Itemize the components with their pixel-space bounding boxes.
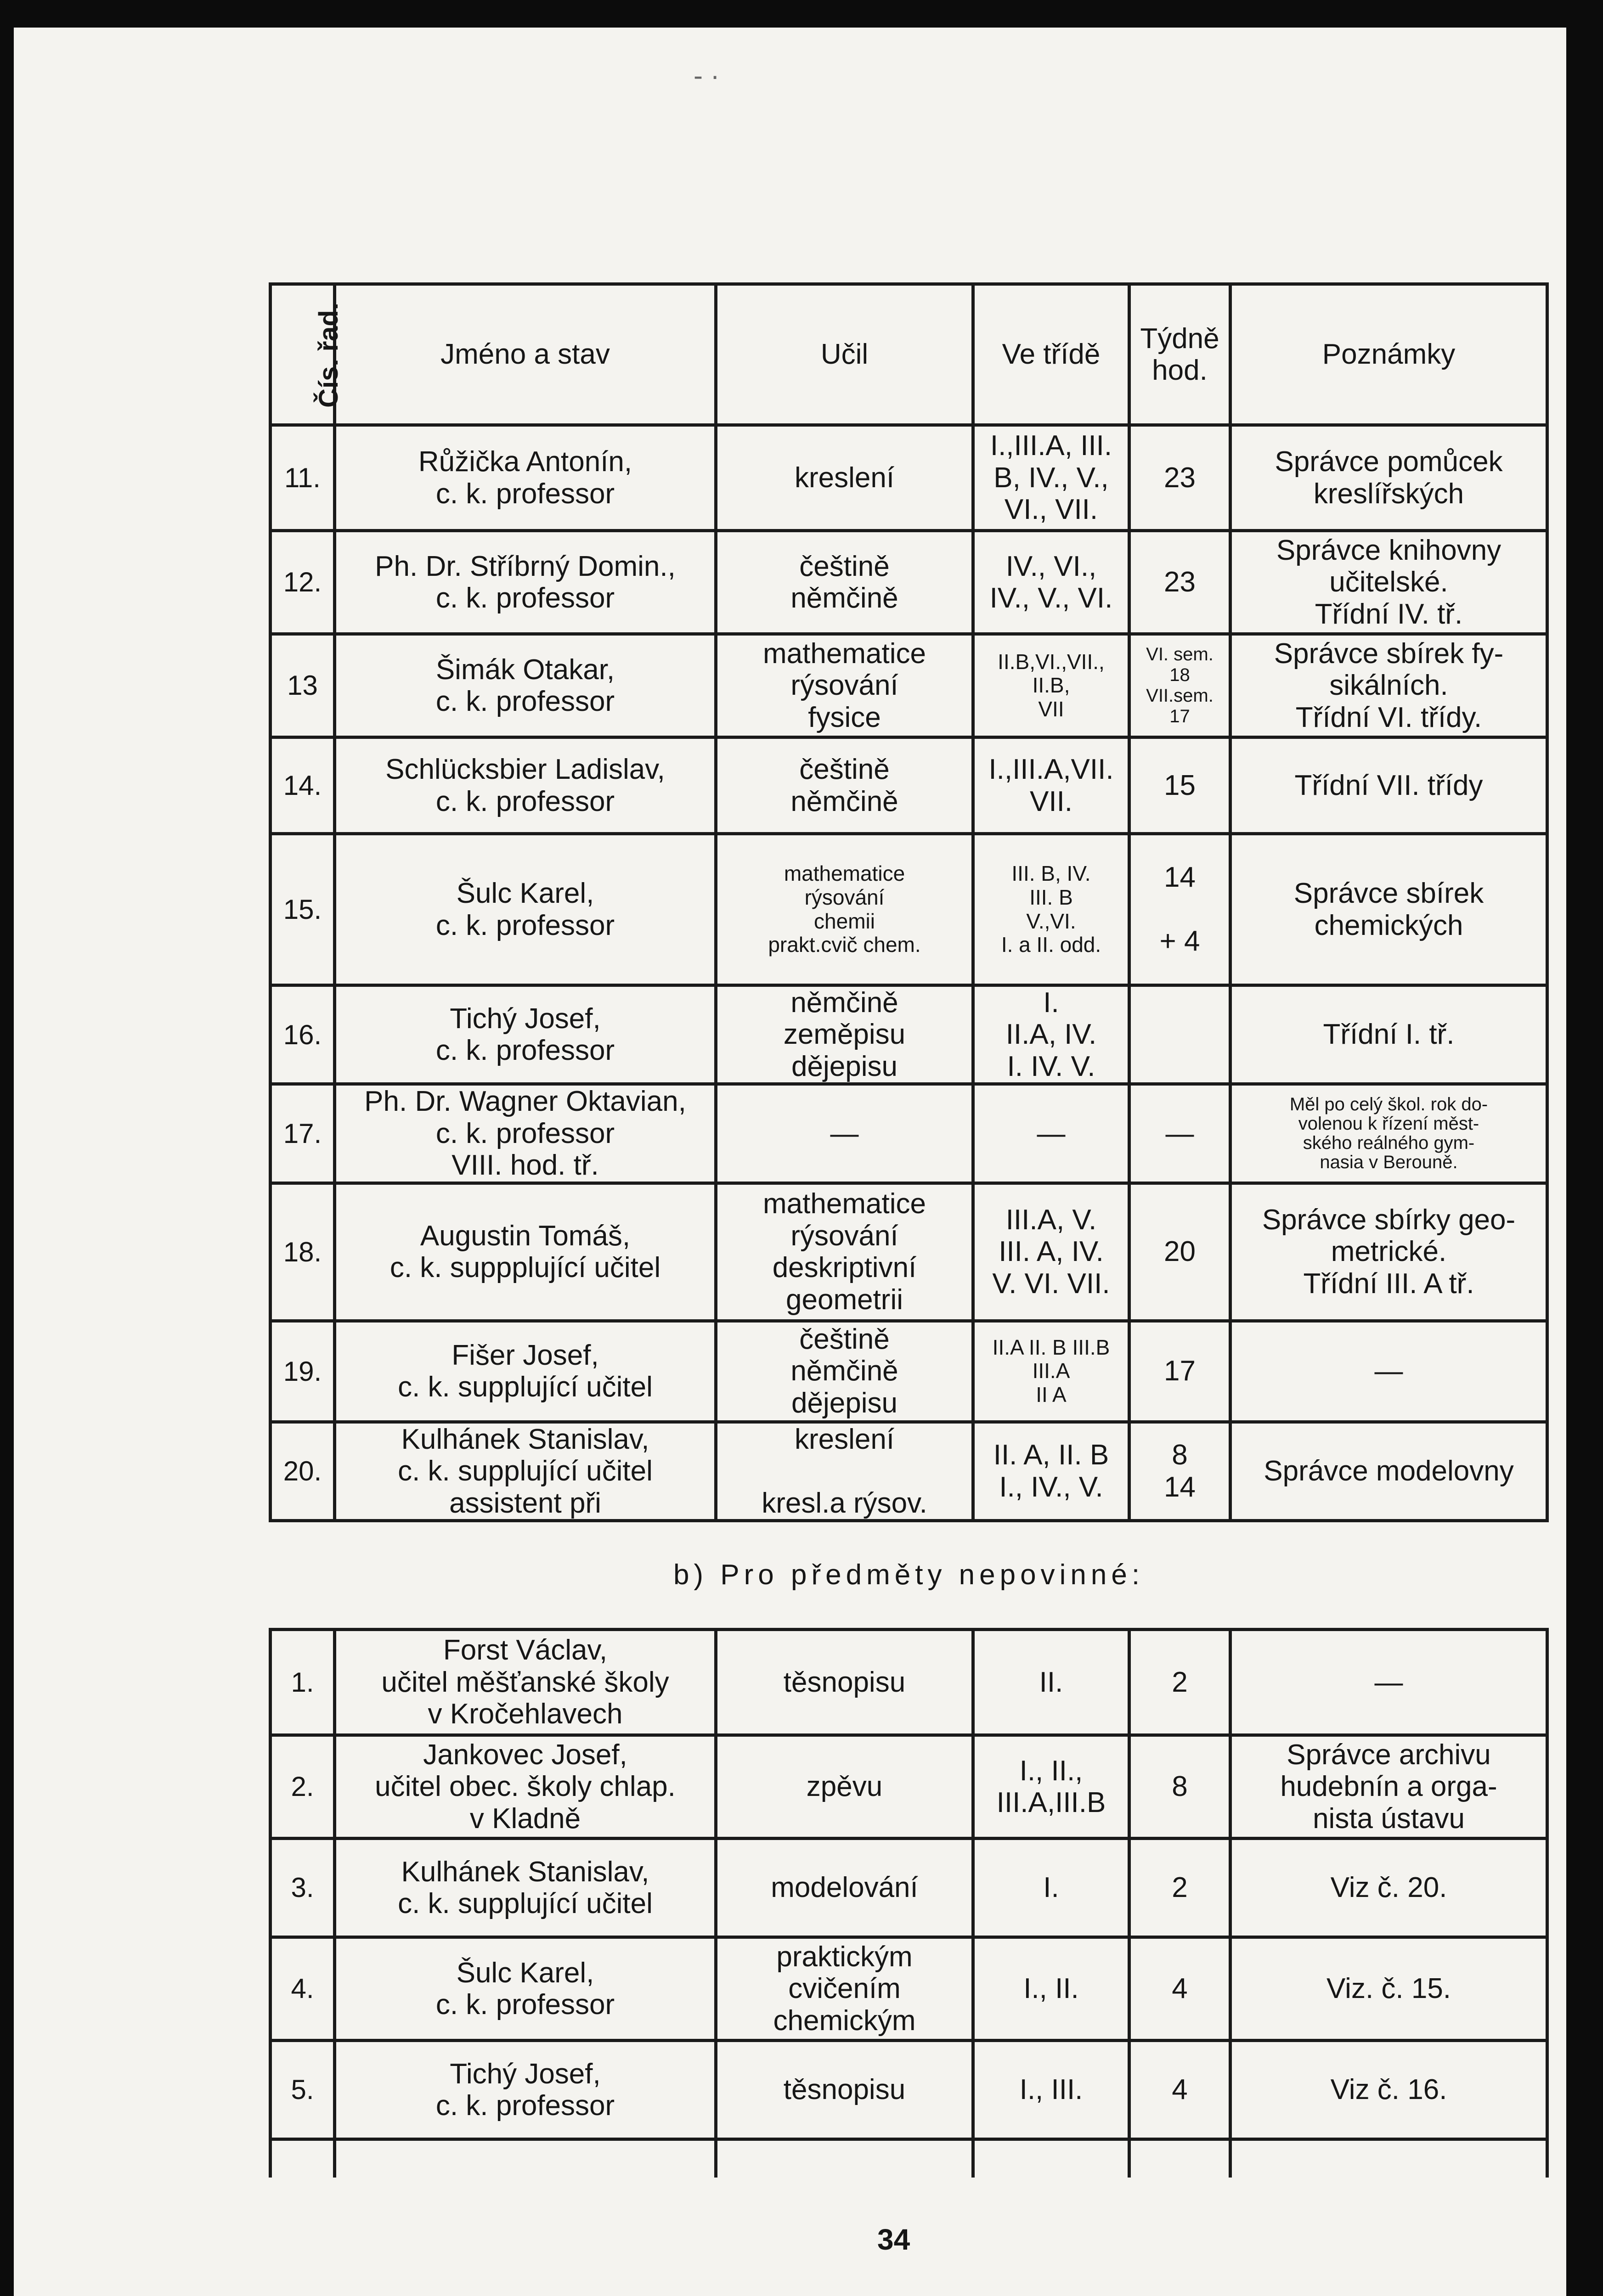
name-line: c. k. professor [435, 2089, 615, 2122]
table-row [271, 634, 1547, 737]
class-line: V.,VI. [1026, 909, 1076, 933]
cell-subject [716, 834, 973, 985]
class-line: III.A, V. [1005, 1204, 1097, 1236]
hours-line: 23 [1164, 566, 1196, 598]
name-line: Kulhánek Stanislav, [401, 1423, 649, 1455]
cell-hours [1129, 1838, 1230, 1937]
hours-line: 14 [1164, 1471, 1196, 1503]
cell-class [973, 1838, 1129, 1937]
hours-line [1135, 894, 1224, 925]
subject-line: němčině [790, 987, 898, 1019]
class-line: III. B [1029, 885, 1073, 909]
name-line: Schlücksbier Ladislav, [385, 754, 665, 786]
hours-line: — [1165, 1117, 1194, 1149]
subject-line: mathematice [784, 861, 905, 886]
notes-line: Měl po celý škol. rok do- [1289, 1094, 1488, 1115]
cell-class [973, 1629, 1129, 1735]
name-line: Kulhánek Stanislav, [401, 1856, 649, 1888]
document-page [14, 28, 1566, 2296]
name-line: c. k. suppplující učitel [389, 1252, 661, 1284]
header-class: Ve třídě [973, 284, 1129, 425]
hours-line: 4 [1172, 2074, 1188, 2106]
cell-class [973, 737, 1129, 834]
name-line: Šimák Otakar, [435, 653, 615, 686]
subject-line: — [830, 1117, 859, 1149]
row-number: 16. [271, 985, 335, 1084]
cell-subject [716, 2040, 973, 2139]
subject-line: rýsování [790, 670, 898, 702]
table-row [271, 1183, 1547, 1321]
rows-section-b [271, 1629, 1547, 2139]
table-row [271, 1422, 1547, 1520]
name-line: c. k. professor [435, 785, 615, 817]
cell-notes [1230, 1937, 1547, 2040]
cell-name [335, 1321, 716, 1422]
notes-line: kreslířských [1313, 478, 1464, 510]
notes-line: nista ústavu [1313, 1802, 1465, 1835]
notes-line: nasia v Berouně. [1320, 1152, 1458, 1173]
class-line: I. IV. V. [1007, 1050, 1095, 1082]
table-row [271, 737, 1547, 834]
cell-subject [716, 737, 973, 834]
cell-subject [716, 1937, 973, 2040]
table-row [271, 1937, 1547, 2040]
class-line: IV., V., VI. [989, 582, 1113, 614]
cell-name [335, 1183, 716, 1321]
cell-notes [1230, 737, 1547, 834]
row-number: 20. [271, 1422, 335, 1520]
table-header [271, 284, 1547, 425]
row-number: 18. [271, 1183, 335, 1321]
subject-line: češtině [799, 754, 890, 786]
notes-line: chemických [1314, 909, 1463, 941]
row-number: 12. [271, 531, 335, 634]
name-line: c. k. professor [435, 1035, 615, 1067]
name-line: v Kladně [469, 1802, 581, 1835]
hours-line [1135, 1019, 1224, 1050]
notes-line: — [1374, 1666, 1403, 1698]
hours-line: VI. sem. [1146, 644, 1214, 665]
cell-hours [1129, 1084, 1230, 1183]
cell-name [335, 1735, 716, 1838]
class-line: B, IV., V., [993, 461, 1109, 494]
subject-line: těsnopisu [783, 2074, 906, 2106]
table-row [271, 1735, 1547, 1838]
cell-name [335, 1838, 716, 1937]
notes-line: Správce sbírky geo- [1262, 1204, 1516, 1236]
cell-notes [1230, 834, 1547, 985]
name-line: učitel obec. školy chlap. [375, 1771, 676, 1803]
header-name: Jméno a stav [335, 284, 716, 425]
cell-hours [1129, 2040, 1230, 2139]
cell-class [973, 834, 1129, 985]
class-line: I., III. [1019, 2074, 1083, 2106]
hours-line: 17 [1169, 706, 1190, 726]
hours-line: 14 [1164, 861, 1196, 894]
cell-subject [716, 1183, 973, 1321]
cell-hours [1129, 1735, 1230, 1838]
notes-line: Třídní VI. třídy. [1295, 701, 1482, 733]
notes-line: metrické. [1331, 1236, 1447, 1268]
subject-line: praktickým [776, 1941, 913, 1973]
subject-line: kresl.a rýsov. [762, 1487, 927, 1519]
cell-class [973, 634, 1129, 737]
cell-hours [1129, 1321, 1230, 1422]
class-line: I., II., [1019, 1755, 1083, 1787]
cell-notes [1230, 1321, 1547, 1422]
row-number: 3. [271, 1838, 335, 1937]
notes-line: Viz č. 20. [1330, 1872, 1447, 1904]
cell-name [335, 985, 716, 1084]
class-line: VI., VII. [1004, 494, 1098, 526]
cell-hours [1129, 531, 1230, 634]
name-line: Augustin Tomáš, [420, 1220, 631, 1252]
name-line: Forst Václav, [443, 1634, 608, 1666]
cell-class [973, 1422, 1129, 1520]
cell-class [973, 1937, 1129, 2040]
subject-line: prakt.cvič chem. [768, 933, 921, 957]
cell-subject [716, 425, 973, 531]
cell-name [335, 634, 716, 737]
notes-line: Třídní IV. tř. [1315, 598, 1463, 630]
name-line: assistent při [449, 1487, 601, 1519]
notes-line: Správce knihovny [1276, 534, 1501, 566]
name-line: c. k. professor [435, 686, 615, 717]
class-line: II. A, II. B [993, 1439, 1109, 1471]
cell-subject [716, 1629, 973, 1735]
header-num: Čís. řad. [271, 284, 335, 425]
class-line: III. A, IV. [999, 1236, 1104, 1268]
cell-subject [716, 634, 973, 737]
subject-line: rýsování [804, 885, 885, 909]
cell-notes [1230, 1629, 1547, 1735]
notes-line: volenou k řízení měst- [1298, 1114, 1479, 1134]
table-row [271, 1629, 1547, 1735]
notes-line: — [1374, 1355, 1403, 1387]
name-line: v Kročehlavech [428, 1698, 623, 1730]
hours-line: 2 [1172, 1666, 1188, 1698]
table-row [271, 1084, 1547, 1183]
class-line: I., II. [1023, 1973, 1079, 2005]
row-number: 15. [271, 834, 335, 985]
subject-line: zpěvu [806, 1771, 883, 1803]
notes-line: sikálních. [1329, 670, 1448, 702]
hours-line: 8 [1172, 1439, 1188, 1471]
hours-line: + 4 [1159, 925, 1200, 957]
rows-section-a [271, 425, 1547, 1521]
cell-hours [1129, 1629, 1230, 1735]
name-line: Ph. Dr. Stříbrný Domin., [375, 550, 676, 582]
class-line: VII [1038, 697, 1064, 721]
hours-line: 4 [1172, 1973, 1188, 2005]
row-number: 14. [271, 737, 335, 834]
cell-subject [716, 1422, 973, 1520]
name-line: c. k. supplující učitel [398, 1371, 653, 1403]
notes-line: Správce pomůcek [1275, 446, 1503, 478]
subject-line: češtině [799, 550, 890, 582]
notes-line: Třídní VII. třídy [1294, 769, 1483, 801]
name-line: Fišer Josef, [452, 1339, 599, 1371]
class-line: — [1037, 1117, 1066, 1149]
subject-line: chemickým [773, 2004, 916, 2037]
notes-line: učitelské. [1329, 566, 1448, 598]
class-line: IV., VI., [1005, 550, 1097, 582]
cell-hours [1129, 985, 1230, 1084]
class-line: II.B, [1032, 673, 1070, 698]
name-line: c. k. supplující učitel [398, 1887, 653, 1919]
subject-line: němčině [790, 785, 898, 817]
row-number: 17. [271, 1084, 335, 1183]
cell-class [973, 425, 1129, 531]
row-number: 4. [271, 1937, 335, 2040]
notes-line: Třídní I. tř. [1323, 1019, 1455, 1051]
table-row [271, 985, 1547, 1084]
cell-name [335, 531, 716, 634]
class-line: II. [1039, 1666, 1063, 1698]
subject-line: rýsování [790, 1220, 898, 1252]
row-number: 19. [271, 1321, 335, 1422]
table-row [271, 425, 1547, 531]
name-line: c. k. supplující učitel [398, 1455, 653, 1487]
hours-line: 20 [1164, 1236, 1196, 1268]
cell-name [335, 834, 716, 985]
cell-notes [1230, 1183, 1547, 1321]
cell-subject [716, 531, 973, 634]
hours-line: 15 [1164, 769, 1196, 801]
name-line: c. k. professor [435, 478, 615, 510]
row-number: 5. [271, 2040, 335, 2139]
name-line: Tichý Josef, [450, 1002, 601, 1035]
cell-hours [1129, 425, 1230, 531]
subject-line: dějepisu [791, 1387, 897, 1419]
name-line: c. k. professor [435, 909, 615, 941]
name-line: c. k. professor [435, 582, 615, 614]
name-line: Šulc Karel, [456, 1957, 594, 1989]
section-b-title [271, 1520, 1547, 1629]
header-subject: Učil [716, 284, 973, 425]
cell-name [335, 2040, 716, 2139]
subject-line: fysice [808, 701, 881, 733]
subject-line: mathematice [763, 637, 926, 670]
cell-name [335, 1084, 716, 1183]
cell-subject [716, 1838, 973, 1937]
table-row [271, 1838, 1547, 1937]
cell-class [973, 2040, 1129, 2139]
class-line: I. [1043, 987, 1059, 1019]
cell-name [335, 425, 716, 531]
row-number: 13 [271, 634, 335, 737]
cell-name [335, 737, 716, 834]
table-bottom [271, 2139, 1547, 2178]
name-line: Tichý Josef, [450, 2058, 601, 2090]
name-line: učitel měšťanské školy [381, 1666, 669, 1698]
subject-line: kreslení [794, 461, 895, 494]
section-title: b) Pro předměty nepovinné: [271, 1520, 1547, 1629]
row-number: 11. [271, 425, 335, 531]
class-line: I.,III.A,VII. [988, 754, 1114, 786]
class-line: I., IV., V. [999, 1471, 1103, 1503]
page-number: 34 [877, 2223, 910, 2256]
class-line: II.A, IV. [1005, 1019, 1097, 1051]
cell-notes [1230, 425, 1547, 531]
class-line: I.,III.A, III. [990, 430, 1112, 462]
notes-line: Třídní III. A tř. [1303, 1267, 1474, 1300]
cell-notes [1230, 634, 1547, 737]
subject-line: těsnopisu [783, 1666, 906, 1698]
table-row [271, 2040, 1547, 2139]
cell-hours [1129, 737, 1230, 834]
class-line: III. B, IV. [1011, 861, 1091, 886]
cell-hours [1129, 634, 1230, 737]
cell-notes [1230, 1084, 1547, 1183]
subject-line: cvičením [788, 1973, 901, 2005]
class-line: II A [1036, 1382, 1067, 1407]
cell-subject [716, 1321, 973, 1422]
scan-mark: - · [694, 60, 720, 91]
teachers-table [269, 282, 1549, 2178]
subject-line: modelování [771, 1872, 918, 1904]
subject-line: němčině [790, 582, 898, 614]
class-line: II.A II. B III.B [992, 1335, 1110, 1359]
class-line: V. VI. VII. [992, 1267, 1110, 1300]
notes-line: Správce sbírek [1293, 878, 1484, 910]
cell-subject [716, 1084, 973, 1183]
cell-notes [1230, 2040, 1547, 2139]
table-row [271, 834, 1547, 985]
cell-notes [1230, 531, 1547, 634]
header-notes: Poznámky [1230, 284, 1547, 425]
row-number: 2. [271, 1735, 335, 1838]
cell-notes [1230, 1735, 1547, 1838]
cell-class [973, 531, 1129, 634]
notes-line: Viz. č. 15. [1326, 1973, 1451, 2005]
header-hours: Týdně hod. [1129, 284, 1230, 425]
subject-line [722, 1455, 967, 1487]
cell-class [973, 985, 1129, 1084]
name-line: VIII. hod. tř. [452, 1149, 599, 1182]
subject-line: češtině [799, 1323, 890, 1355]
cell-subject [716, 985, 973, 1084]
class-line: III.A,III.B [996, 1786, 1106, 1818]
class-line: I. [1043, 1872, 1059, 1904]
notes-line: Správce sbírek fy- [1274, 637, 1504, 670]
hours-line: 17 [1164, 1355, 1196, 1387]
subject-line: deskriptivní [772, 1252, 917, 1284]
cell-class [973, 1321, 1129, 1422]
cell-name [335, 1937, 716, 2040]
subject-line: chemii [814, 909, 875, 933]
subject-line: geometrii [786, 1283, 903, 1316]
cell-notes [1230, 1838, 1547, 1937]
hours-line: 23 [1164, 461, 1196, 494]
hours-line: 18 [1169, 665, 1190, 686]
cell-notes [1230, 1422, 1547, 1520]
hours-line: 2 [1172, 1872, 1188, 1904]
cell-name [335, 1629, 716, 1735]
cell-hours [1129, 1183, 1230, 1321]
name-line: Jankovec Josef, [423, 1739, 627, 1771]
notes-line: Správce archivu [1287, 1739, 1491, 1771]
name-line: c. k. professor [435, 1117, 615, 1149]
subject-line: mathematice [763, 1188, 926, 1220]
subject-line: zeměpisu [783, 1019, 906, 1051]
cell-hours [1129, 1937, 1230, 2040]
name-line: Šulc Karel, [456, 878, 594, 910]
class-line: I. a II. odd. [1001, 933, 1101, 957]
class-line: VII. [1029, 785, 1073, 817]
subject-line: dějepisu [791, 1050, 897, 1082]
name-line: c. k. professor [435, 1988, 615, 2020]
cell-subject [716, 1735, 973, 1838]
hours-line: VII.sem. [1146, 686, 1214, 706]
cell-class [973, 1183, 1129, 1321]
cell-name [335, 1422, 716, 1520]
notes-line: ského reálného gym- [1303, 1133, 1475, 1154]
hours-line: 8 [1172, 1771, 1188, 1803]
name-line: Ph. Dr. Wagner Oktavian, [364, 1086, 686, 1118]
class-line: II.B,VI.,VII., [998, 649, 1105, 674]
subject-line: kreslení [794, 1423, 895, 1455]
notes-line: hudebnín a orga- [1280, 1771, 1497, 1803]
table-row [271, 1321, 1547, 1422]
subject-line: němčině [790, 1355, 898, 1387]
notes-line: Správce modelovny [1264, 1455, 1514, 1487]
table-row [271, 531, 1547, 634]
cell-hours [1129, 834, 1230, 985]
cell-notes [1230, 985, 1547, 1084]
name-line: Růžička Antonín, [418, 446, 632, 478]
class-line: III.A [1032, 1359, 1070, 1383]
notes-line: Viz č. 16. [1330, 2074, 1447, 2106]
row-number: 1. [271, 1629, 335, 1735]
cell-hours [1129, 1422, 1230, 1520]
cell-class [973, 1084, 1129, 1183]
cell-class [973, 1735, 1129, 1838]
